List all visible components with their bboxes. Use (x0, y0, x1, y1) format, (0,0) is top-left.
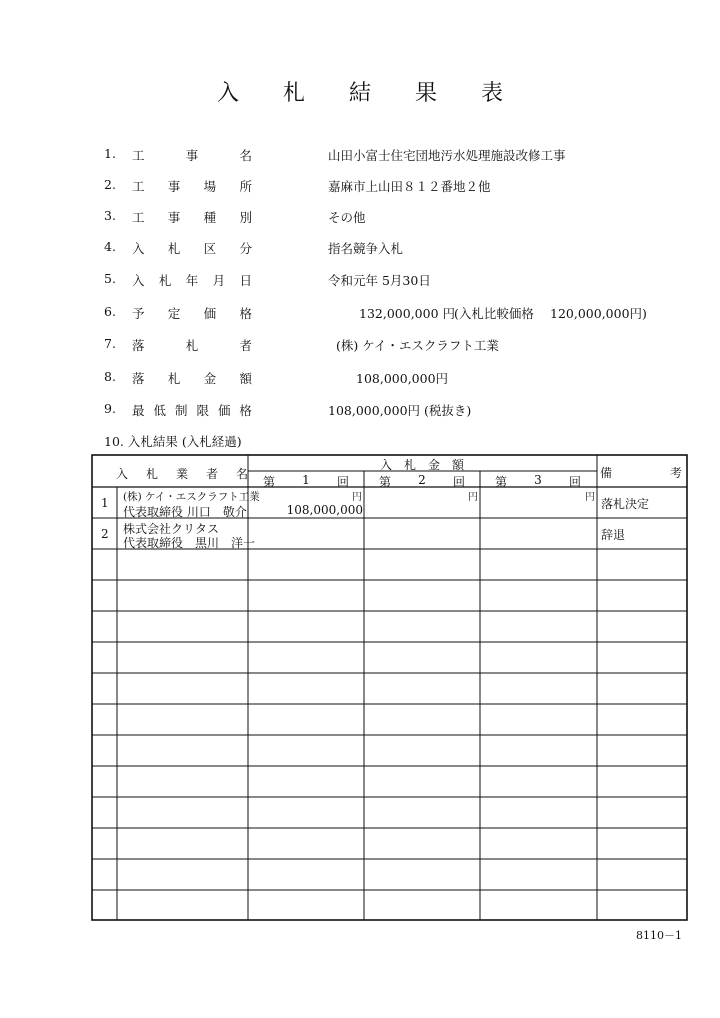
label-char: 第 (379, 475, 392, 489)
label-char: 別 (239, 210, 252, 225)
label-char: 区 (203, 241, 217, 256)
label-char: 落 (132, 338, 145, 353)
field-number: 9. (104, 401, 116, 416)
label-char: 工 (132, 179, 145, 194)
field-number: 5. (104, 271, 116, 286)
row-number: 1 (101, 496, 109, 510)
field-value: 132,000,000 円 (359, 306, 455, 321)
label-char: 低 (153, 403, 166, 418)
label-char: 工 (132, 210, 145, 225)
label-char: 価 (203, 306, 217, 321)
label-char: 日 (239, 273, 252, 288)
document-code: 8110－1 (636, 929, 682, 942)
label-char: 工 (132, 148, 145, 163)
label-char: 札 (185, 338, 199, 353)
label-char: 月 (212, 273, 226, 288)
label-char: 事 (185, 148, 199, 163)
label-char: 入 (132, 241, 145, 256)
field-number: 7. (104, 336, 116, 351)
comparison-price-label: (入札比較価格 (454, 306, 534, 321)
label-char: 場 (203, 179, 217, 194)
header-remarks-part: 備 (600, 466, 613, 480)
header-bidder (116, 465, 248, 482)
label-char: 1 (302, 473, 310, 487)
label-char: 最 (132, 403, 145, 418)
label-char: 入 (380, 458, 393, 472)
header-round-3 (495, 473, 581, 490)
field-number: 6. (104, 304, 116, 319)
label-char: 2 (418, 473, 426, 487)
field-value: (株) ケイ・エスクラフト工業 (336, 338, 499, 353)
label-char: 格 (239, 403, 252, 418)
label-char: 事 (167, 210, 181, 225)
label-char: 年 (185, 273, 199, 288)
label-char: 第 (495, 475, 508, 489)
bidder-company: (株) ケイ・エスクラフト工業 (123, 491, 260, 503)
label-char: 札 (158, 273, 172, 288)
label-char: 事 (167, 179, 181, 194)
field-value: 108,000,000円 (356, 371, 449, 386)
label-char: 制 (174, 403, 188, 418)
bidder-company: 株式会社クリタス (123, 522, 220, 536)
label-char: 回 (452, 475, 465, 489)
label-char: 定 (167, 306, 181, 321)
label-char: 金 (427, 458, 440, 472)
label-char: 種 (203, 210, 217, 225)
field-value: 嘉麻市上山田８１２番地２他 (328, 179, 491, 194)
header-remarks (600, 464, 682, 481)
header-remarks-part: 考 (669, 466, 682, 480)
bidder-representative: 代表取締役 川口 敬介 (123, 505, 247, 519)
label-char: 入 (116, 467, 129, 481)
yen-unit: 円 (352, 492, 362, 503)
label-char: 札 (145, 467, 158, 481)
field-value: 指名競争入札 (328, 241, 404, 256)
label-char: 名 (235, 467, 248, 481)
bidder-representative: 代表取締役 黒川 洋一 (123, 536, 256, 550)
field-value: 令和元年 5月30日 (328, 273, 431, 288)
page-title: 入札結果表 (216, 81, 547, 106)
label-char: 札 (167, 241, 181, 256)
row-number: 2 (101, 527, 109, 541)
header-round-2 (379, 473, 465, 490)
field-value: その他 (328, 210, 366, 225)
label-char: 額 (239, 371, 252, 386)
label-char: 分 (239, 241, 252, 256)
label-char: 所 (239, 179, 252, 194)
field-number: 8. (104, 369, 116, 384)
bid-remark: 辞退 (601, 528, 626, 542)
field-number: 2. (104, 177, 116, 192)
comparison-price-value: 120,000,000円) (550, 306, 647, 321)
label-char: 者 (239, 338, 252, 353)
yen-unit: 円 (468, 492, 478, 503)
label-char: 入 (132, 273, 145, 288)
label-char: 業 (175, 467, 188, 481)
field-number: 3. (104, 208, 116, 223)
bid-remark: 落札決定 (601, 497, 650, 511)
field-value: 108,000,000円 (税抜き) (328, 403, 472, 418)
field-value: 山田小富士住宅団地汚水処理施設改修工事 (328, 148, 566, 163)
label-char: 限 (196, 403, 209, 418)
yen-unit: 円 (585, 492, 595, 503)
label-char: 価 (217, 403, 231, 418)
label-char: 札 (167, 371, 181, 386)
result-section-label: 10. 入札結果 (入札経過) (104, 434, 242, 449)
label-char: 札 (403, 458, 416, 472)
label-char: 者 (205, 467, 218, 481)
label-char: 落 (132, 371, 145, 386)
field-number: 1. (104, 146, 116, 161)
header-round-1 (263, 473, 349, 490)
header-amount (380, 456, 464, 473)
label-char: 第 (263, 475, 276, 489)
label-char: 回 (336, 475, 349, 489)
label-char: 予 (132, 306, 145, 321)
label-char: 格 (239, 306, 252, 321)
label-char: 3 (534, 473, 542, 487)
label-char: 回 (568, 475, 581, 489)
label-char: 金 (203, 371, 217, 386)
bid-amount-round-1: 108,000,000 (286, 503, 363, 517)
label-char: 名 (239, 148, 252, 163)
field-number: 4. (104, 239, 116, 254)
label-char: 額 (451, 458, 464, 472)
